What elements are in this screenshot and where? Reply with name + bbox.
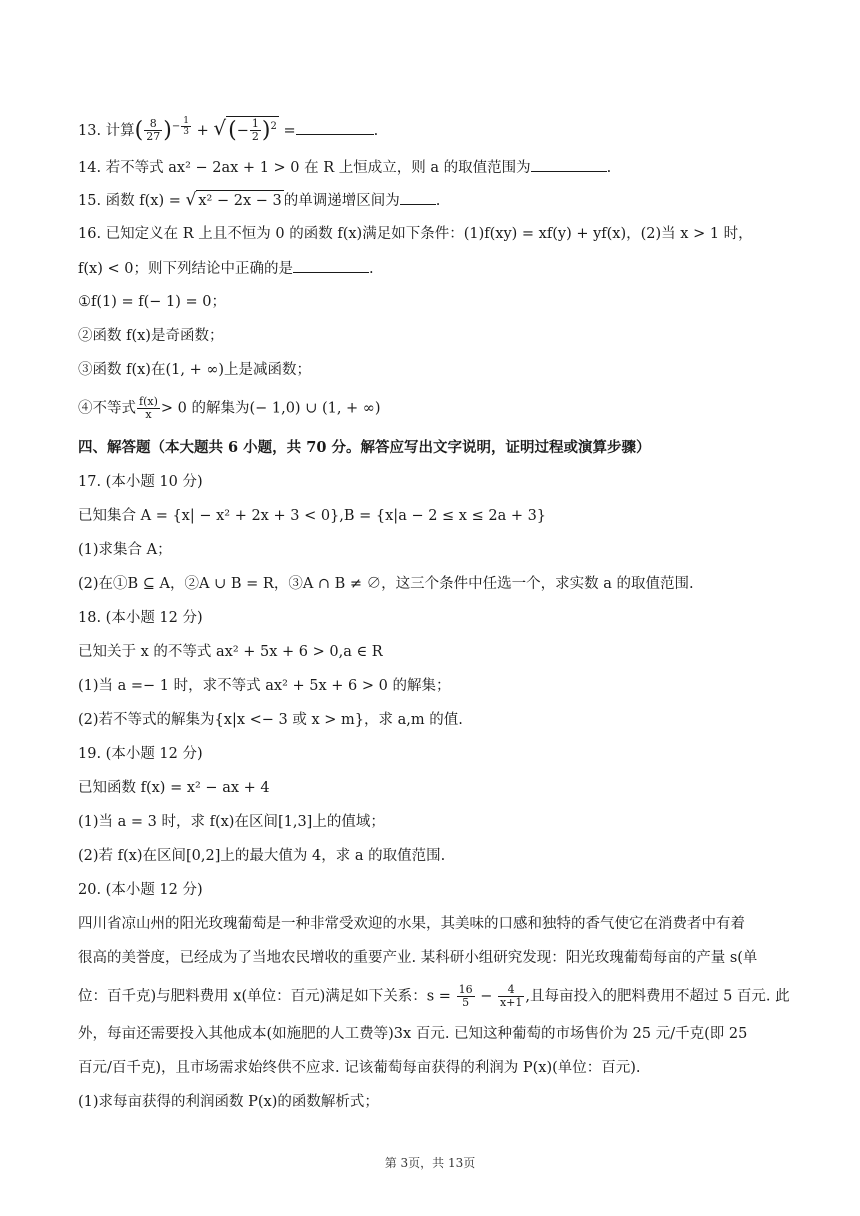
q17-line2: (1)求集合 A；: [78, 542, 172, 558]
fraction-4-x-plus-1: $\frac{4}{x+1}$: [499, 983, 523, 1009]
page-footer: 第 3页，共 13页: [384, 1156, 476, 1170]
q13-equals: =: [283, 122, 296, 139]
q16-option-2: ②函数 f(x)是奇函数；: [78, 328, 224, 344]
q15-text: 15. 函数 f(x) =: [78, 193, 186, 209]
question-16-line2: f(x) < 0；则下列结论中正确的是 .: [78, 258, 790, 279]
answer-blank: [531, 157, 607, 172]
q18-line1: 已知关于 x 的不等式 ax² + 5x + 6 > 0,a ∈ R: [78, 644, 383, 660]
answer-blank: [296, 120, 374, 135]
q16-option-4: ④不等式 $\frac{f(x)}{x}$ > 0 的解集为(− 1,0) ∪ (1, + ∞): [78, 395, 381, 421]
question-15: 15. 函数 f(x) = √ x² − 2x − 3 的单调递增区间为 .: [78, 190, 441, 210]
q18-heading: 18. (本小题 12 分): [78, 610, 203, 626]
q20-line3: 位：百千克)与肥料费用 x(单位：百元)满足如下关系：s = $\frac{16}{5}$ − $\frac{4}{x+1}$ ,且每亩投入的肥料费用不超过 5 百元. 此: [78, 983, 790, 1009]
q20-line6: (1)求每亩获得的利润函数 P(x)的函数解析式；: [78, 1094, 379, 1110]
radicand: x² − 2x − 3: [196, 190, 283, 211]
q18-line2: (1)当 a =− 1 时，求不等式 ax² + 5x + 6 > 0 的解集；: [78, 678, 451, 694]
q20-line2: 很高的美誉度，已经成为了当地农民增收的重要产业. 某科研小组研究发现：阳光玫瑰葡萄每亩的产量 s(单: [78, 950, 758, 966]
sqrt-expression: (− $\frac{1}{2}$ )$^2$: [228, 117, 277, 144]
q19-line1: 已知函数 f(x) = x² − ax + 4: [78, 780, 270, 796]
fraction-8-27: $\frac{8}{27}$: [146, 117, 161, 144]
q19-heading: 19. (本小题 12 分): [78, 746, 203, 762]
fraction-fx-x: $\frac{f(x)}{x}$: [139, 395, 158, 421]
q17-line1: 已知集合 A = {x| − x² + 2x + 3 < 0},B = {x|a − 2 ≤ x ≤ 2a + 3}: [78, 508, 547, 524]
q20-line1: 四川省凉山州的阳光玫瑰葡萄是一种非常受欢迎的水果，其美味的口感和独特的香气使它在消费者中有着: [78, 916, 745, 932]
section-4-heading: 四、解答题（本大题共 6 小题，共 70 分。解答应写出文字说明，证明过程或演算步骤）: [78, 439, 651, 456]
q20-heading: 20. (本小题 12 分): [78, 882, 203, 898]
answer-blank: [400, 190, 436, 205]
question-13: 13. 计算( $\frac{8}{27}$ )$^{- \frac{1}{3}}$ + √(− $\frac{1}{2}$ )$^2$ = .: [78, 115, 379, 144]
q13-text: 13. 计算: [78, 122, 135, 139]
q18-line3: (2)若不等式的解集为{x|x <− 3 或 x > m}，求 a,m 的值.: [78, 712, 463, 728]
q14-text: 14. 若不等式 ax² − 2ax + 1 > 0 在 R 上恒成立，则 a 的取值范围为: [78, 160, 531, 176]
q20-line4: 外，每亩还需要投入其他成本(如施肥的人工费等)3x 百元. 已知这种葡萄的市场售价为 25 元/千克(即 25: [78, 1026, 748, 1042]
q16-option-3: ③函数 f(x)在(1, + ∞)上是减函数；: [78, 362, 312, 378]
q17-line3: (2)在①B ⊆ A，②A ∪ B = R，③A ∩ B ≠ ∅，这三个条件中任选一个，求实数 a 的取值范围.: [78, 576, 694, 592]
question-16-line1: 16. 已知定义在 R 上且不恒为 0 的函数 f(x)满足如下条件：(1)f(xy) = xf(y) + yf(x)，(2)当 x > 1 时，: [78, 226, 753, 242]
q16-option-1: ①f(1) = f(− 1) = 0；: [78, 294, 227, 310]
q13-plus: +: [196, 122, 209, 139]
q20-line5: 百元/百千克)，且市场需求始终供不应求. 记该葡萄每亩获得的利润为 P(x)(单位：百元).: [78, 1060, 641, 1076]
q19-line3: (2)若 f(x)在区间[0,2]上的最大值为 4，求 a 的取值范围.: [78, 848, 446, 864]
answer-blank: [293, 258, 369, 273]
fraction-16-5: $\frac{16}{5}$: [458, 983, 473, 1009]
q19-line2: (1)当 a = 3 时，求 f(x)在区间[1,3]上的值域；: [78, 814, 385, 830]
question-14: 14. 若不等式 ax² − 2ax + 1 > 0 在 R 上恒成立，则 a 的取值范围为 .: [78, 157, 790, 178]
q17-heading: 17. (本小题 10 分): [78, 474, 203, 490]
